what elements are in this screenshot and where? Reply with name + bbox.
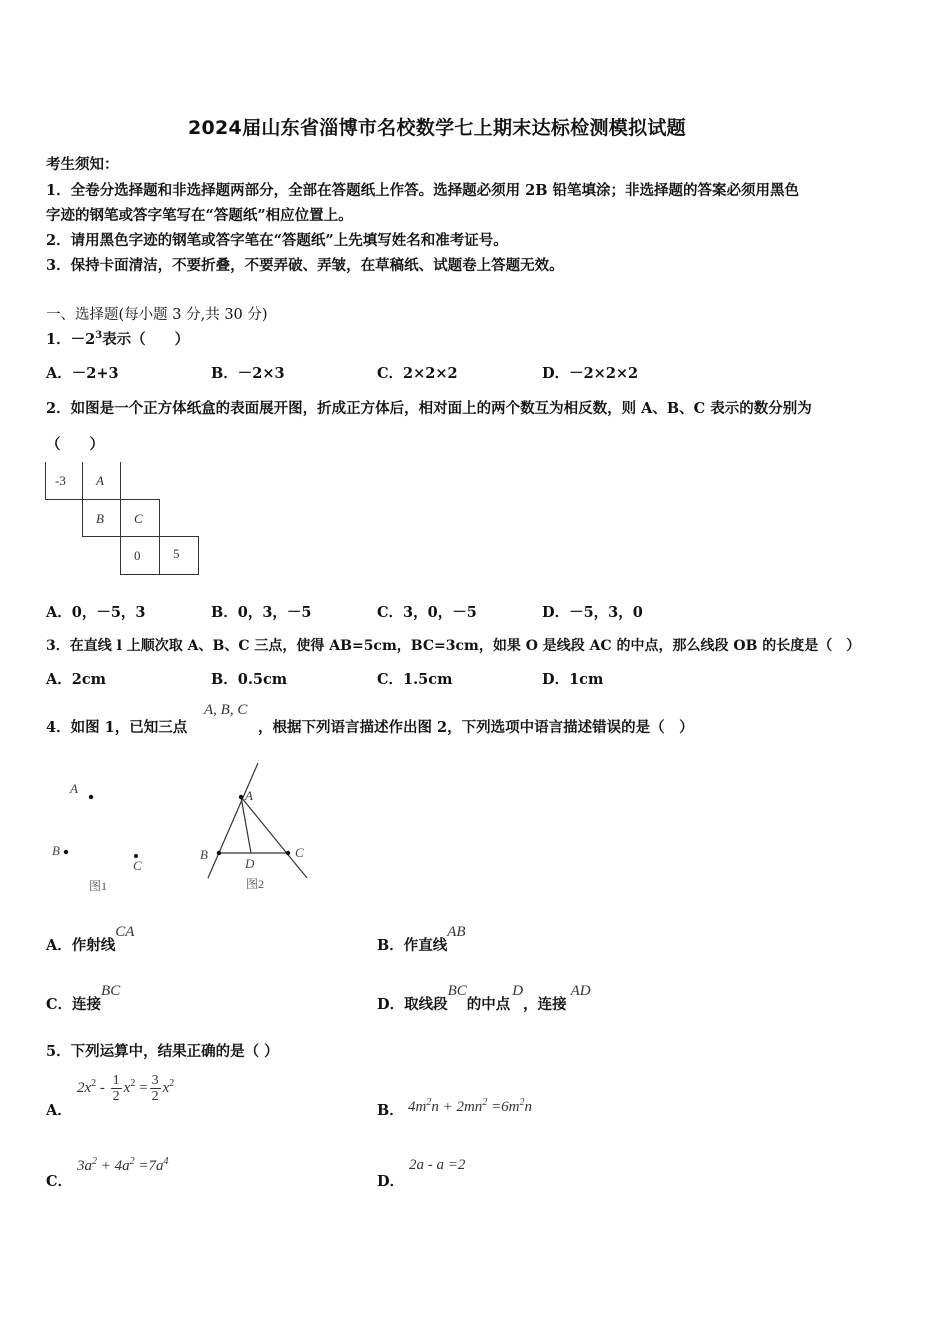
notice-item-2: 2．请用黑色字迹的钢笔或答字笔在“答题纸”上先填写姓名和准考证号。 — [46, 232, 508, 249]
fig2-label-a: A — [245, 788, 253, 803]
net-cell-5 — [159, 536, 199, 575]
net-cell-text: -3 — [55, 473, 66, 488]
net-cell-a — [82, 462, 121, 500]
q5c-pow3: 4 — [163, 1156, 169, 1167]
section-heading: 一、选择题(每小题 3 分,共 30 分) — [46, 307, 268, 323]
q1-option-a[interactable]: A．－2+3 — [46, 365, 119, 382]
q5a-term1: 2x — [77, 1079, 92, 1096]
net-cell-text: A — [96, 473, 104, 488]
q5-option-a-expr[interactable] — [77, 1073, 174, 1104]
fig2-point-a — [239, 795, 243, 799]
q5a-frac1-den: 2 — [112, 1089, 120, 1104]
q4-option-c-label: C．连接 — [46, 996, 102, 1013]
net-cell-minus3 — [45, 462, 83, 500]
net-cell-text: C — [134, 511, 143, 526]
q5c-pow1: 2 — [92, 1156, 97, 1167]
q4-option-b-math: AB — [447, 924, 466, 940]
q4-option-a-math: CA — [115, 924, 135, 940]
notice-heading: 考生须知： — [46, 156, 119, 173]
q5a-frac2 — [150, 1073, 161, 1104]
q4-option-d-mid: 的中点 — [466, 996, 511, 1013]
q4-option-c-math: BC — [101, 983, 121, 999]
q2-option-d[interactable]: D．－5，3，0 — [542, 604, 643, 621]
q5a-minus: - — [96, 1079, 109, 1096]
q1-option-d[interactable]: D．－2×2×2 — [542, 365, 639, 382]
notice-item-3: 3．保持卡面清洁，不要折叠，不要弄破、弄皱，在草稿纸、试题卷上答题无效。 — [46, 257, 564, 274]
notice-item-1-cont: 字迹的钢笔或答字笔写在“答题纸”相应位置上。 — [46, 207, 353, 224]
q4-option-c[interactable] — [46, 979, 121, 1013]
q3-option-b[interactable]: B．0.5cm — [211, 671, 288, 688]
q5c-pow2: 2 — [129, 1156, 135, 1167]
net-cell-c — [120, 499, 160, 537]
q5-option-d-label[interactable]: D． — [377, 1173, 405, 1190]
fig1-label-a: A — [70, 781, 78, 796]
q1-prefix: 1．－2 — [46, 331, 96, 348]
q4-option-d-math1: BC — [447, 983, 467, 999]
question-2-bracket: （ ） — [46, 436, 104, 453]
q4-option-d[interactable] — [377, 979, 591, 1013]
q5-option-b-label[interactable]: B． — [377, 1102, 404, 1119]
q5b-term4: n — [524, 1099, 533, 1115]
net-cell-b — [82, 499, 121, 537]
fig1-label-b: B — [52, 843, 60, 858]
q2-option-a[interactable]: A．0，－5，3 — [46, 604, 146, 621]
q5a-frac1-num: 1 — [112, 1073, 120, 1088]
q4-option-d-math3: AD — [570, 983, 591, 999]
notice-item-1: 1．全卷分选择题和非选择题两部分，全部在答题纸上作答。选择题必须用 2B 铅笔填涂；非选择题的答案必须用黑色 — [46, 182, 800, 199]
q5a-eq: = — [135, 1079, 148, 1096]
q5a-pow1: 2 — [91, 1077, 97, 1089]
question-3: 3．在直线 l 上顺次取 A、B、C 三点，使得 AB=5cm，BC=3cm，如果 O 是线段 AC 的中点，那么线段 OB 的长度是（ ） — [46, 638, 861, 654]
q1-suffix: 表示（ ） — [102, 331, 190, 348]
q4-option-d-conn: ，连接 — [523, 996, 567, 1013]
fig1-label-c: C — [133, 858, 142, 873]
fig1-point-b — [64, 850, 68, 854]
fig2-caption: 图2 — [246, 877, 265, 891]
q5-option-a-label[interactable]: A． — [46, 1102, 72, 1119]
q5b-term2: n + 2mn — [431, 1099, 483, 1115]
net-cell-text: 5 — [173, 546, 180, 561]
fig2-label-c: C — [295, 845, 304, 860]
fig1-caption: 图1 — [89, 879, 108, 893]
fig2-point-b — [217, 851, 221, 855]
q1-option-c[interactable]: C．2×2×2 — [377, 365, 458, 382]
q4-option-d-math2: D — [512, 983, 524, 999]
q5c-term1: 3a — [77, 1158, 92, 1174]
q5c-term2: + 4a — [97, 1158, 130, 1174]
question-2: 2．如图是一个正方体纸盒的表面展开图，折成正方体后，相对面上的两个数互为相反数，则 A、B、C 表示的数分别为 — [46, 400, 812, 417]
q5a-frac2-den: 2 — [151, 1089, 159, 1104]
question-4-prefix: 4．如图 1，已知三点 — [46, 719, 188, 736]
net-cell-text: B — [96, 511, 104, 526]
q5b-pow3: 2 — [519, 1097, 525, 1108]
q3-option-a[interactable]: A．2cm — [46, 671, 107, 688]
q2-option-c[interactable]: C．3，0，－5 — [377, 604, 477, 621]
q1-option-b[interactable]: B．－2×3 — [211, 365, 285, 382]
fig1-point-a — [89, 795, 93, 799]
question-4-suffix: ，根据下列语言描述作出图 2，下列选项中语言描述错误的是（ ） — [258, 719, 694, 736]
page-title: 2024届山东省淄博市名校数学七上期末达标检测模拟试题 — [188, 117, 686, 139]
q4-option-b[interactable] — [377, 920, 466, 954]
q5-option-b-expr[interactable] — [408, 1097, 532, 1116]
cube-net-figure — [45, 462, 200, 576]
q5a-frac2-num: 3 — [151, 1073, 159, 1088]
net-cell-text: 0 — [134, 548, 141, 563]
q5c-term3: =7a — [134, 1158, 164, 1174]
q2-option-b[interactable]: B．0，3，－5 — [211, 604, 312, 621]
q3-option-c[interactable]: C．1.5cm — [377, 671, 453, 688]
question-5: 5．下列运算中，结果正确的是（ ） — [46, 1043, 279, 1060]
q5b-term3: =6m — [487, 1099, 520, 1115]
q5a-frac1 — [111, 1073, 122, 1104]
q3-option-d[interactable]: D．1cm — [542, 671, 604, 688]
q5-option-c-expr[interactable] — [77, 1156, 169, 1175]
net-cell-0 — [120, 536, 160, 575]
q5a-term2: x — [123, 1079, 131, 1096]
q4-points: A, B, C — [204, 702, 248, 718]
q4-option-a[interactable] — [46, 920, 135, 954]
fig2-label-d: D — [245, 856, 255, 871]
q4-option-b-label: B．作直线 — [377, 937, 448, 954]
q5a-term3: x — [162, 1079, 170, 1096]
fig2-label-b: B — [200, 847, 208, 862]
q4-option-d-label: D．取线段 — [377, 996, 448, 1013]
fig2-point-c — [286, 851, 290, 855]
q4-option-a-label: A．作射线 — [46, 937, 116, 954]
figure-2 — [195, 760, 315, 900]
q1-exponent: 3 — [95, 330, 103, 342]
q5b-pow1: 2 — [426, 1097, 432, 1108]
q5-option-c-label[interactable]: C． — [46, 1173, 73, 1190]
q5a-pow3: 2 — [169, 1077, 175, 1089]
q5b-term1: 4m — [408, 1099, 427, 1115]
q5b-pow2: 2 — [482, 1097, 488, 1108]
figure-1 — [45, 770, 155, 895]
question-1 — [46, 328, 189, 349]
q5a-pow2: 2 — [130, 1077, 136, 1089]
fig2-segment-ad — [241, 797, 251, 853]
q5-option-d-expr[interactable]: 2a - a =2 — [409, 1157, 466, 1173]
